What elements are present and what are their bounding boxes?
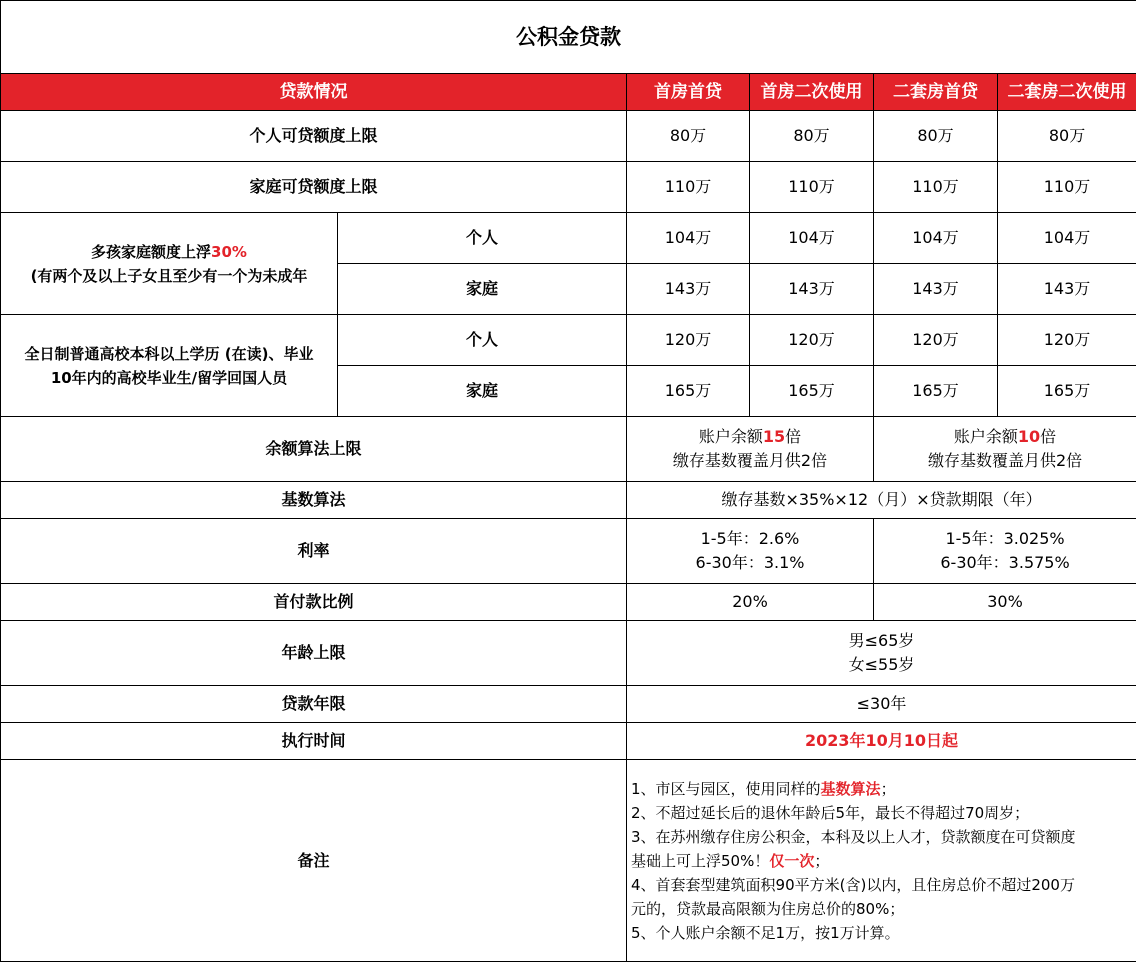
note-1-highlight: 基数算法 xyxy=(820,779,881,798)
header-col-2: 首房二次使用 xyxy=(750,74,874,111)
note-4-line1: 4、首套套型建筑面积90平方米(含)以内，且住房总价不超过200万 xyxy=(631,875,1075,894)
cell-value: 120万 xyxy=(874,315,998,366)
rate-right-line1: 1-5年：3.025% xyxy=(945,529,1065,548)
row-family-limit xyxy=(1,162,1136,213)
row-label: 备注 xyxy=(1,760,627,962)
graduate-label xyxy=(1,315,338,417)
cell-value: 165万 xyxy=(750,366,874,417)
header-col-4: 二套房二次使用 xyxy=(998,74,1136,111)
balance-right xyxy=(874,417,1136,482)
note-3-line1: 3、在苏州缴存住房公积金，本科及以上人才，贷款额度在可贷额度 xyxy=(631,827,1076,846)
age-female: 女≤55岁 xyxy=(848,655,915,674)
age-value xyxy=(627,621,1136,686)
row-label: 利率 xyxy=(1,519,627,584)
multi-child-main: 多孩家庭额度上浮 xyxy=(91,242,212,261)
row-label: 基数算法 xyxy=(1,482,627,519)
cell-value: 165万 xyxy=(627,366,750,417)
age-male: 男≤65岁 xyxy=(848,631,915,650)
cell-value: 143万 xyxy=(627,264,750,315)
note-1-suffix: ； xyxy=(880,779,896,798)
balance-right-line2: 缴存基数覆盖月供2倍 xyxy=(927,451,1083,470)
header-col-3: 二套房首贷 xyxy=(874,74,998,111)
sub-label: 个人 xyxy=(338,213,627,264)
row-multi-child-personal xyxy=(1,213,1136,264)
note-1 xyxy=(631,777,1134,801)
graduate-label-line2: 10年内的高校毕业生/留学回国人员 xyxy=(50,368,288,387)
rate-right xyxy=(874,519,1136,584)
row-label: 执行时间 xyxy=(1,723,627,760)
multi-child-label xyxy=(1,213,338,315)
cell-value: 143万 xyxy=(998,264,1136,315)
note-3-suffix: ； xyxy=(814,851,830,870)
row-label: 个人可贷额度上限 xyxy=(1,111,627,162)
rate-left-line2: 6-30年：3.1% xyxy=(695,553,805,572)
rate-right-line2: 6-30年：3.575% xyxy=(940,553,1070,572)
title-row xyxy=(1,1,1136,74)
balance-right-prefix: 账户余额 xyxy=(953,427,1018,446)
term-value: ≤30年 xyxy=(627,686,1136,723)
row-label: 贷款年限 xyxy=(1,686,627,723)
note-3-line2 xyxy=(631,849,1134,873)
cell-value: 110万 xyxy=(627,162,750,213)
sub-label: 家庭 xyxy=(338,366,627,417)
cell-value: 80万 xyxy=(750,111,874,162)
row-exec xyxy=(1,723,1136,760)
balance-right-suffix: 倍 xyxy=(1040,427,1057,446)
base-value: 缴存基数×35%×12（月）×贷款期限（年） xyxy=(627,482,1136,519)
graduate-label-line1: 全日制普通高校本科以上学历 (在读)、毕业 xyxy=(24,344,314,363)
row-label: 家庭可贷额度上限 xyxy=(1,162,627,213)
row-base xyxy=(1,482,1136,519)
cell-value: 165万 xyxy=(998,366,1136,417)
header-col-1: 首房首贷 xyxy=(627,74,750,111)
row-personal-limit xyxy=(1,111,1136,162)
row-down-payment xyxy=(1,584,1136,621)
down-payment-left: 20% xyxy=(627,584,874,621)
cell-value: 120万 xyxy=(627,315,750,366)
cell-value: 165万 xyxy=(874,366,998,417)
balance-left-line2: 缴存基数覆盖月供2倍 xyxy=(672,451,828,470)
cell-value: 80万 xyxy=(874,111,998,162)
sub-label: 家庭 xyxy=(338,264,627,315)
multi-child-note: (有两个及以上子女且至少有一个为未成年 xyxy=(30,266,308,285)
header-row xyxy=(1,74,1136,111)
row-label: 年龄上限 xyxy=(1,621,627,686)
sub-label: 个人 xyxy=(338,315,627,366)
row-rate xyxy=(1,519,1136,584)
rate-left xyxy=(627,519,874,584)
note-3-highlight: 仅一次 xyxy=(769,851,815,870)
note-5: 5、个人账户余额不足1万，按1万计算。 xyxy=(631,923,900,942)
row-graduate-personal xyxy=(1,315,1136,366)
row-balance xyxy=(1,417,1136,482)
cell-value: 80万 xyxy=(627,111,750,162)
row-term xyxy=(1,686,1136,723)
note-4-line2: 元的，贷款最高限额为住房总价的80%； xyxy=(631,899,905,918)
balance-left-suffix: 倍 xyxy=(785,427,802,446)
header-label: 贷款情况 xyxy=(1,74,627,111)
rate-left-line1: 1-5年：2.6% xyxy=(700,529,800,548)
cell-value: 110万 xyxy=(998,162,1136,213)
cell-value: 120万 xyxy=(998,315,1136,366)
exec-value: 2023年10月10日起 xyxy=(627,723,1136,760)
cell-value: 104万 xyxy=(627,213,750,264)
row-age xyxy=(1,621,1136,686)
cell-value: 80万 xyxy=(998,111,1136,162)
down-payment-right: 30% xyxy=(874,584,1136,621)
notes-content xyxy=(627,760,1136,962)
row-label: 首付款比例 xyxy=(1,584,627,621)
note-3-prefix: 基础上可上浮50%！ xyxy=(631,851,770,870)
balance-left xyxy=(627,417,874,482)
row-notes xyxy=(1,760,1136,962)
cell-value: 104万 xyxy=(750,213,874,264)
cell-value: 120万 xyxy=(750,315,874,366)
cell-value: 110万 xyxy=(874,162,998,213)
cell-value: 143万 xyxy=(750,264,874,315)
note-2: 2、不超过延长后的退休年龄后5年，最长不得超过70周岁； xyxy=(631,803,1030,822)
cell-value: 143万 xyxy=(874,264,998,315)
cell-value: 104万 xyxy=(874,213,998,264)
row-label: 余额算法上限 xyxy=(1,417,627,482)
balance-left-prefix: 账户余额 xyxy=(698,427,763,446)
balance-right-mult: 10 xyxy=(1017,427,1041,446)
multi-child-pct: 30% xyxy=(211,242,247,261)
page-title: 公积金贷款 xyxy=(1,1,1136,74)
cell-value: 110万 xyxy=(750,162,874,213)
cell-value: 104万 xyxy=(998,213,1136,264)
balance-left-mult: 15 xyxy=(762,427,786,446)
note-1-prefix: 1、市区与园区，使用同样的 xyxy=(631,779,821,798)
